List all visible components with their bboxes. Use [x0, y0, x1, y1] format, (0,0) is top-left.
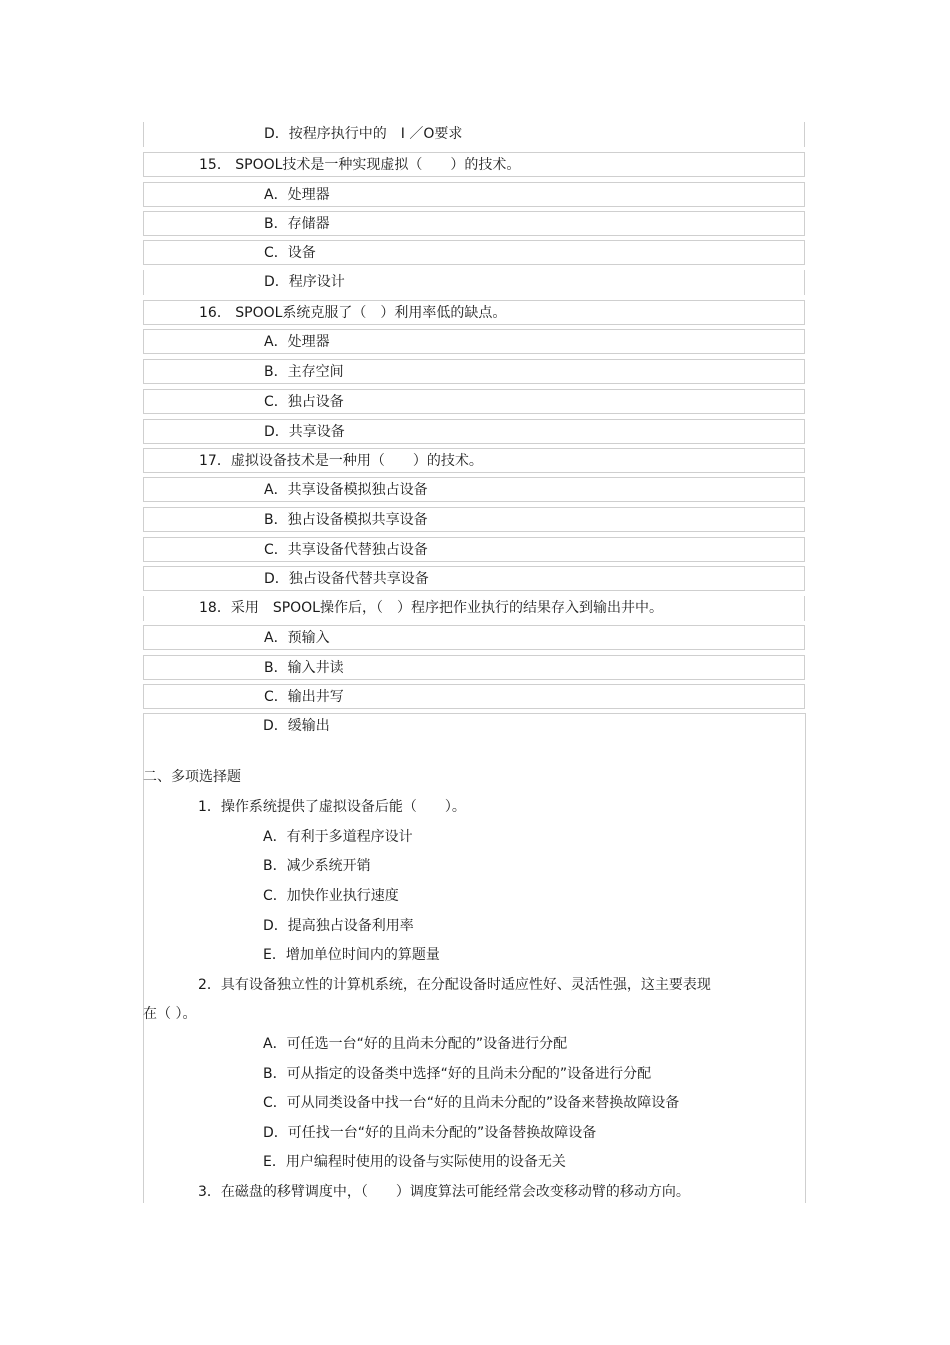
- q16-option-d: D．共享设备: [264, 424, 345, 440]
- q15-option-row: [143, 240, 805, 265]
- q17-option-b: B．独占设备模拟共享设备: [264, 512, 428, 528]
- q17-option-row: [143, 507, 805, 532]
- q16-option-b: B．主存空间: [264, 364, 344, 380]
- q16-option-row: [143, 359, 805, 384]
- q16-stem-row: [143, 300, 805, 325]
- q18-option-c: C．输出井写: [264, 689, 344, 705]
- q17-option-row: [143, 537, 805, 562]
- q18-stem: 18．采用 SPOOL操作后，（ ）程序把作业执行的结果存入到输出井中。: [199, 600, 663, 616]
- q16-option-row: [143, 329, 805, 354]
- q17-option-a: A．共享设备模拟独占设备: [264, 482, 428, 498]
- q14-option-d-row: [143, 122, 805, 147]
- section-heading: 二、多项选择题: [143, 769, 241, 785]
- q17-option-row: [143, 477, 805, 502]
- q15-option-b: B．存储器: [264, 216, 330, 232]
- q17-option-d: D．独占设备代替共享设备: [264, 571, 429, 587]
- mq2-stem-line2: 在（ ）。: [143, 1006, 197, 1022]
- mq2-option-a: A．可任选一台“好的且尚未分配的”设备进行分配: [263, 1036, 568, 1052]
- q18-option-row: [143, 684, 805, 709]
- q15-option-row: [143, 182, 805, 207]
- q18-option-d: D．缓输出: [263, 718, 330, 734]
- q14-option-d: D．按程序执行中的 I ／O要求: [264, 126, 463, 142]
- q15-option-row: [143, 270, 805, 295]
- mq2-option-e: E．用户编程时使用的设备与实际使用的设备无关: [263, 1154, 566, 1170]
- mq2-option-d: D．可任找一台“好的且尚未分配的”设备替换故障设备: [263, 1125, 597, 1141]
- mq1-option-a: A．有利于多道程序设计: [263, 829, 413, 845]
- q18-option-b: B．输入井读: [264, 660, 344, 676]
- q16-option-a: A．处理器: [264, 334, 330, 350]
- mq1-option-e: E．增加单位时间内的算题量: [263, 947, 440, 963]
- mq2-option-b: B．可从指定的设备类中选择“好的且尚未分配的”设备进行分配: [263, 1066, 652, 1082]
- q15-option-c: C．设备: [264, 245, 316, 261]
- q18-stem-row: [143, 596, 805, 621]
- q15-option-a: A．处理器: [264, 187, 330, 203]
- right-border-line: [805, 713, 806, 1203]
- q18-option-row: [143, 655, 805, 680]
- q18-option-row: [143, 625, 805, 650]
- mq3-stem: 3．在磁盘的移臂调度中，（ ）调度算法可能经常会改变移动臂的移动方向。: [198, 1184, 690, 1200]
- q17-stem-row: [143, 448, 805, 473]
- mq2-option-c: C．可从同类设备中找一台“好的且尚未分配的”设备来替换故障设备: [263, 1095, 680, 1111]
- q16-option-row: [143, 419, 805, 444]
- q17-option-row: [143, 566, 805, 591]
- q16-option-row: [143, 389, 805, 414]
- mq1-option-b: B．减少系统开销: [263, 858, 371, 874]
- q15-stem: 15． SPOOL技术是一种实现虚拟（ ）的技术。: [199, 157, 521, 173]
- q15-stem-row: [143, 152, 805, 177]
- q16-option-c: C．独占设备: [264, 394, 344, 410]
- mq1-option-d: D．提高独占设备利用率: [263, 918, 414, 934]
- q17-stem: 17．虚拟设备技术是一种用（ ）的技术。: [199, 453, 483, 469]
- mq2-stem-line1: 2．具有设备独立性的计算机系统，在分配设备时适应性好、灵活性强，这主要表现: [198, 977, 711, 993]
- mq1-stem: 1．操作系统提供了虚拟设备后能（ ）。: [198, 799, 466, 815]
- q16-stem: 16． SPOOL系统克服了（ ）利用率低的缺点。: [199, 305, 507, 321]
- mq1-option-c: C．加快作业执行速度: [263, 888, 399, 904]
- q15-option-d: D．程序设计: [264, 274, 345, 290]
- q18-option-a: A．预输入: [264, 630, 330, 646]
- q15-option-row: [143, 211, 805, 236]
- q17-option-c: C．共享设备代替独占设备: [264, 542, 428, 558]
- q18-option-row: [143, 713, 805, 738]
